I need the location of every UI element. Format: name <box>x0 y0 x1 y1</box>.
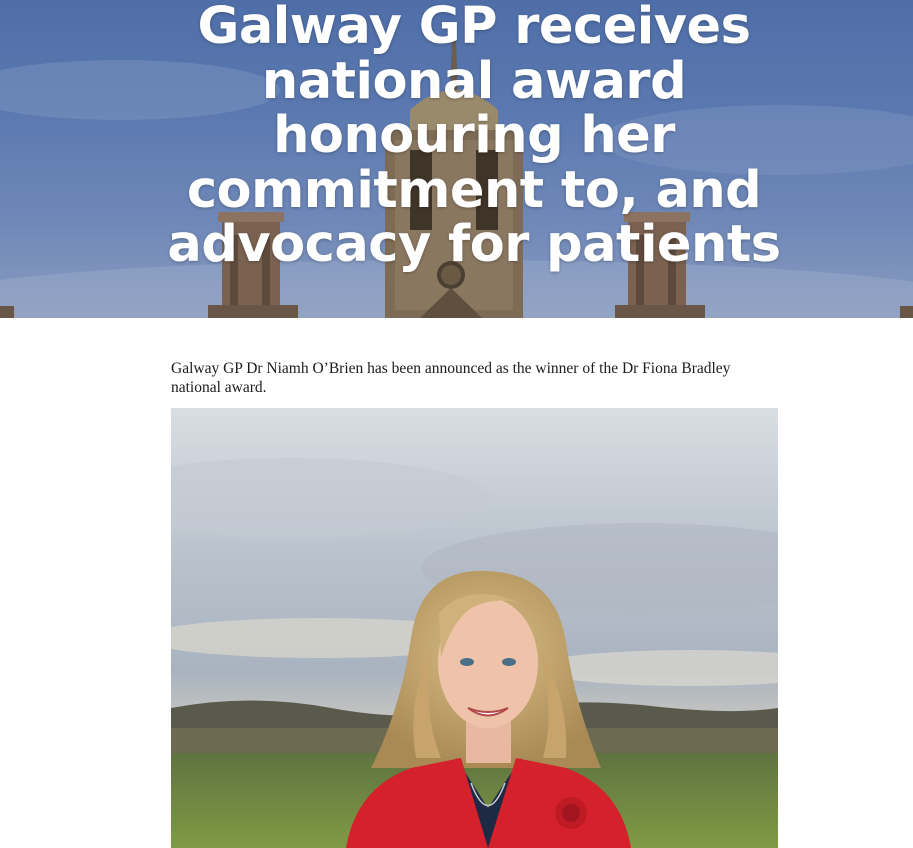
article-photo <box>171 408 778 848</box>
portrait-image <box>171 408 778 848</box>
article-body <box>171 360 778 397</box>
article-lede: Galway GP Dr Niamh O’Brien has been announced as the winner of the Dr Fiona Bradley national award. <box>171 360 731 396</box>
hero-banner <box>0 0 913 318</box>
article-title: Galway GP receives national award honouring her commitment to, and advocacy for patients <box>167 0 781 274</box>
